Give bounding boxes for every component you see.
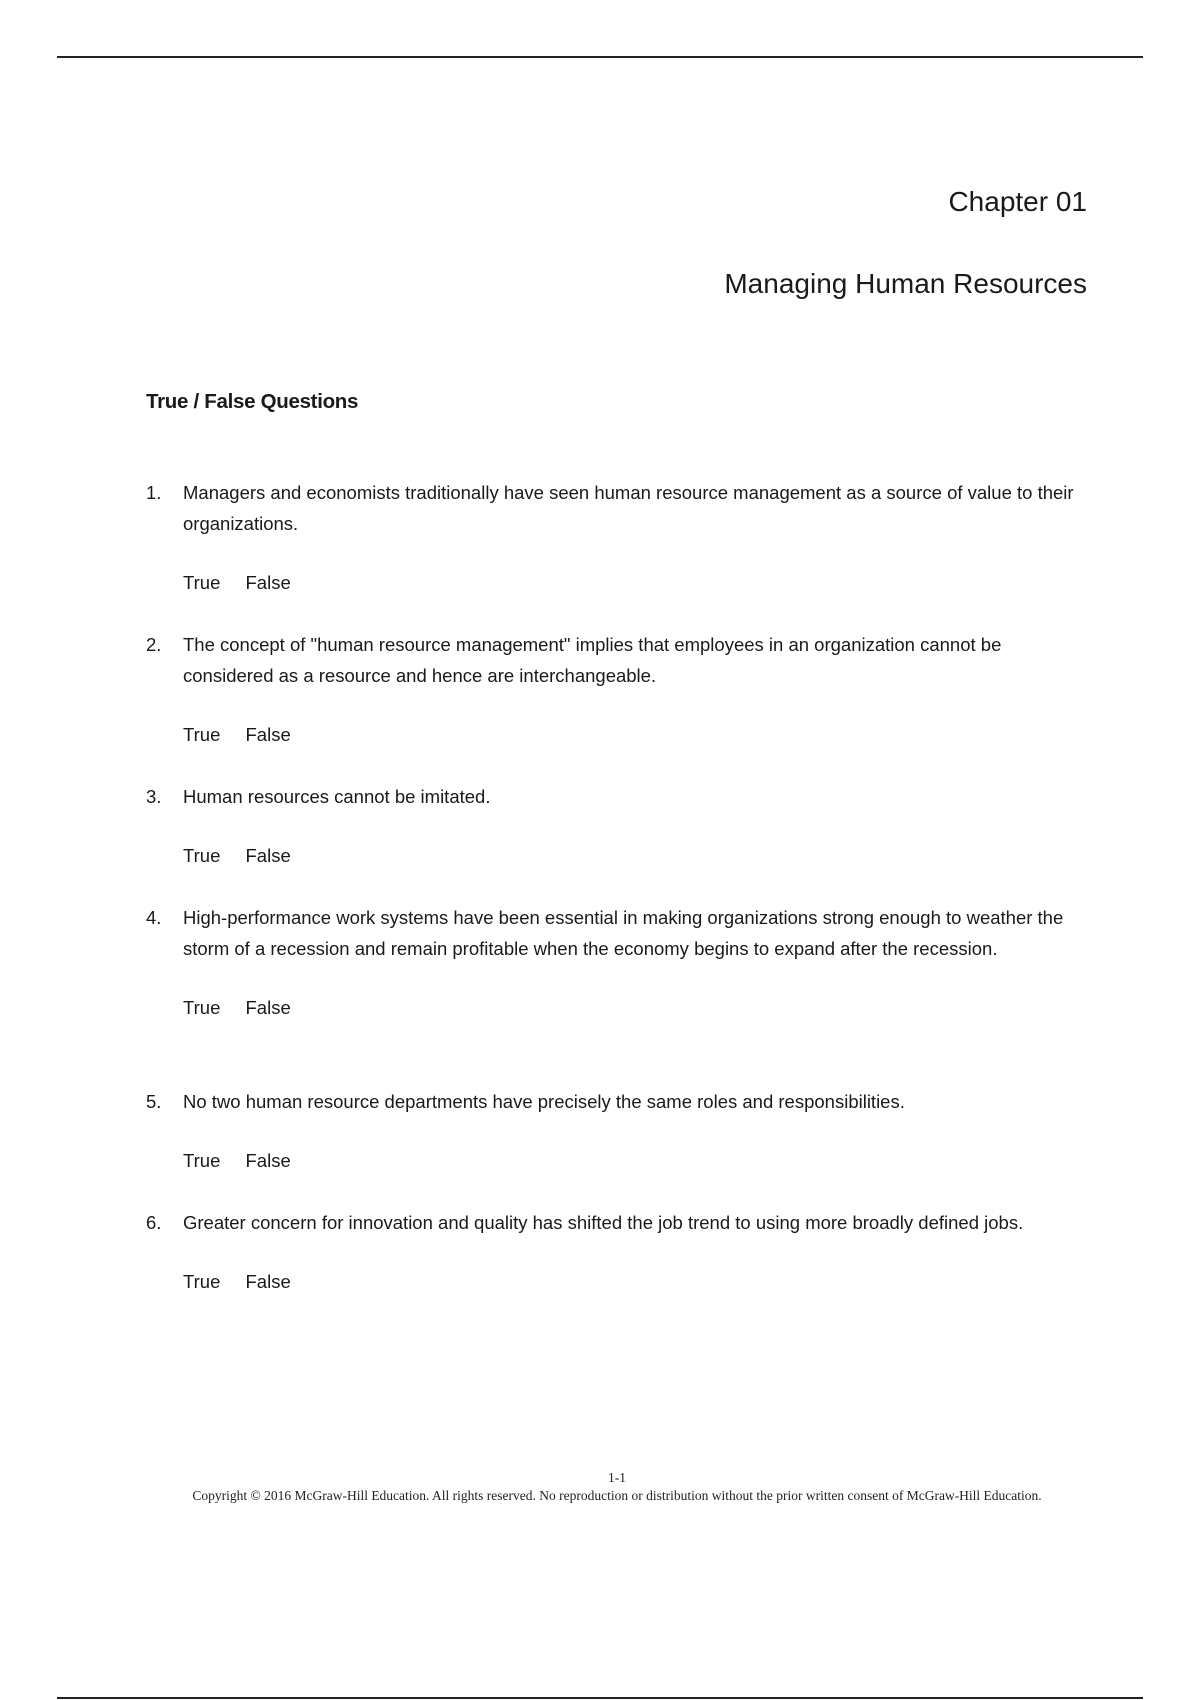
- option-false: False: [245, 997, 291, 1018]
- question-text: Greater concern for innovation and quality has shifted the job trend to using more broadly defined jobs.: [183, 1212, 1024, 1233]
- question-text: High-performance work systems have been essential in making organizations strong enough to weather the storm of a recession and remain profitable when the economy begins to expand after the recession.: [183, 907, 1064, 959]
- question-item: [146, 1207, 1090, 1294]
- true-false-options: [183, 844, 1090, 868]
- option-true: True: [183, 1150, 221, 1171]
- question-text: The concept of "human resource management" implies that employees in an organization cannot be considered as a resource and hence are interchangeable.: [183, 634, 1002, 686]
- option-true: True: [183, 845, 221, 866]
- question-item: [146, 477, 1090, 595]
- true-false-options: [183, 1270, 1090, 1294]
- question-number: 2.: [146, 634, 162, 655]
- section-heading: True / False Questions: [146, 390, 359, 413]
- question-text: Managers and economists traditionally have seen human resource management as a source of value to their organizations.: [183, 482, 1074, 534]
- question-item: [146, 902, 1090, 1020]
- question-number: 3.: [146, 786, 162, 807]
- question-item: [146, 629, 1090, 747]
- option-false: False: [245, 845, 291, 866]
- bottom-rule: [57, 1697, 1143, 1699]
- option-false: False: [245, 1150, 291, 1171]
- true-false-options: [183, 996, 1090, 1020]
- option-true: True: [183, 1271, 221, 1292]
- question-number: 1.: [146, 482, 162, 503]
- page-number: 1-1: [608, 1470, 626, 1485]
- option-false: False: [245, 1271, 291, 1292]
- true-false-options: [183, 571, 1090, 595]
- question-number: 4.: [146, 907, 162, 928]
- true-false-options: [183, 723, 1090, 747]
- question-item: [146, 1086, 1090, 1173]
- question-number: 6.: [146, 1212, 162, 1233]
- page-footer: [146, 1469, 1088, 1505]
- question-text: Human resources cannot be imitated.: [183, 786, 491, 807]
- top-rule: [57, 56, 1143, 58]
- question-item: [146, 781, 1090, 868]
- option-true: True: [183, 997, 221, 1018]
- question-number: 5.: [146, 1091, 162, 1112]
- chapter-title: Managing Human Resources: [724, 268, 1087, 299]
- option-false: False: [245, 724, 291, 745]
- option-false: False: [245, 572, 291, 593]
- option-true: True: [183, 572, 221, 593]
- option-true: True: [183, 724, 221, 745]
- true-false-options: [183, 1149, 1090, 1173]
- copyright-notice: Copyright © 2016 McGraw-Hill Education. All rights reserved. No reproduction or distribution without the prior written consent of McGraw-Hill Education.: [192, 1488, 1042, 1503]
- question-text: No two human resource departments have precisely the same roles and responsibilities.: [183, 1091, 905, 1112]
- chapter-number: Chapter 01: [948, 186, 1087, 217]
